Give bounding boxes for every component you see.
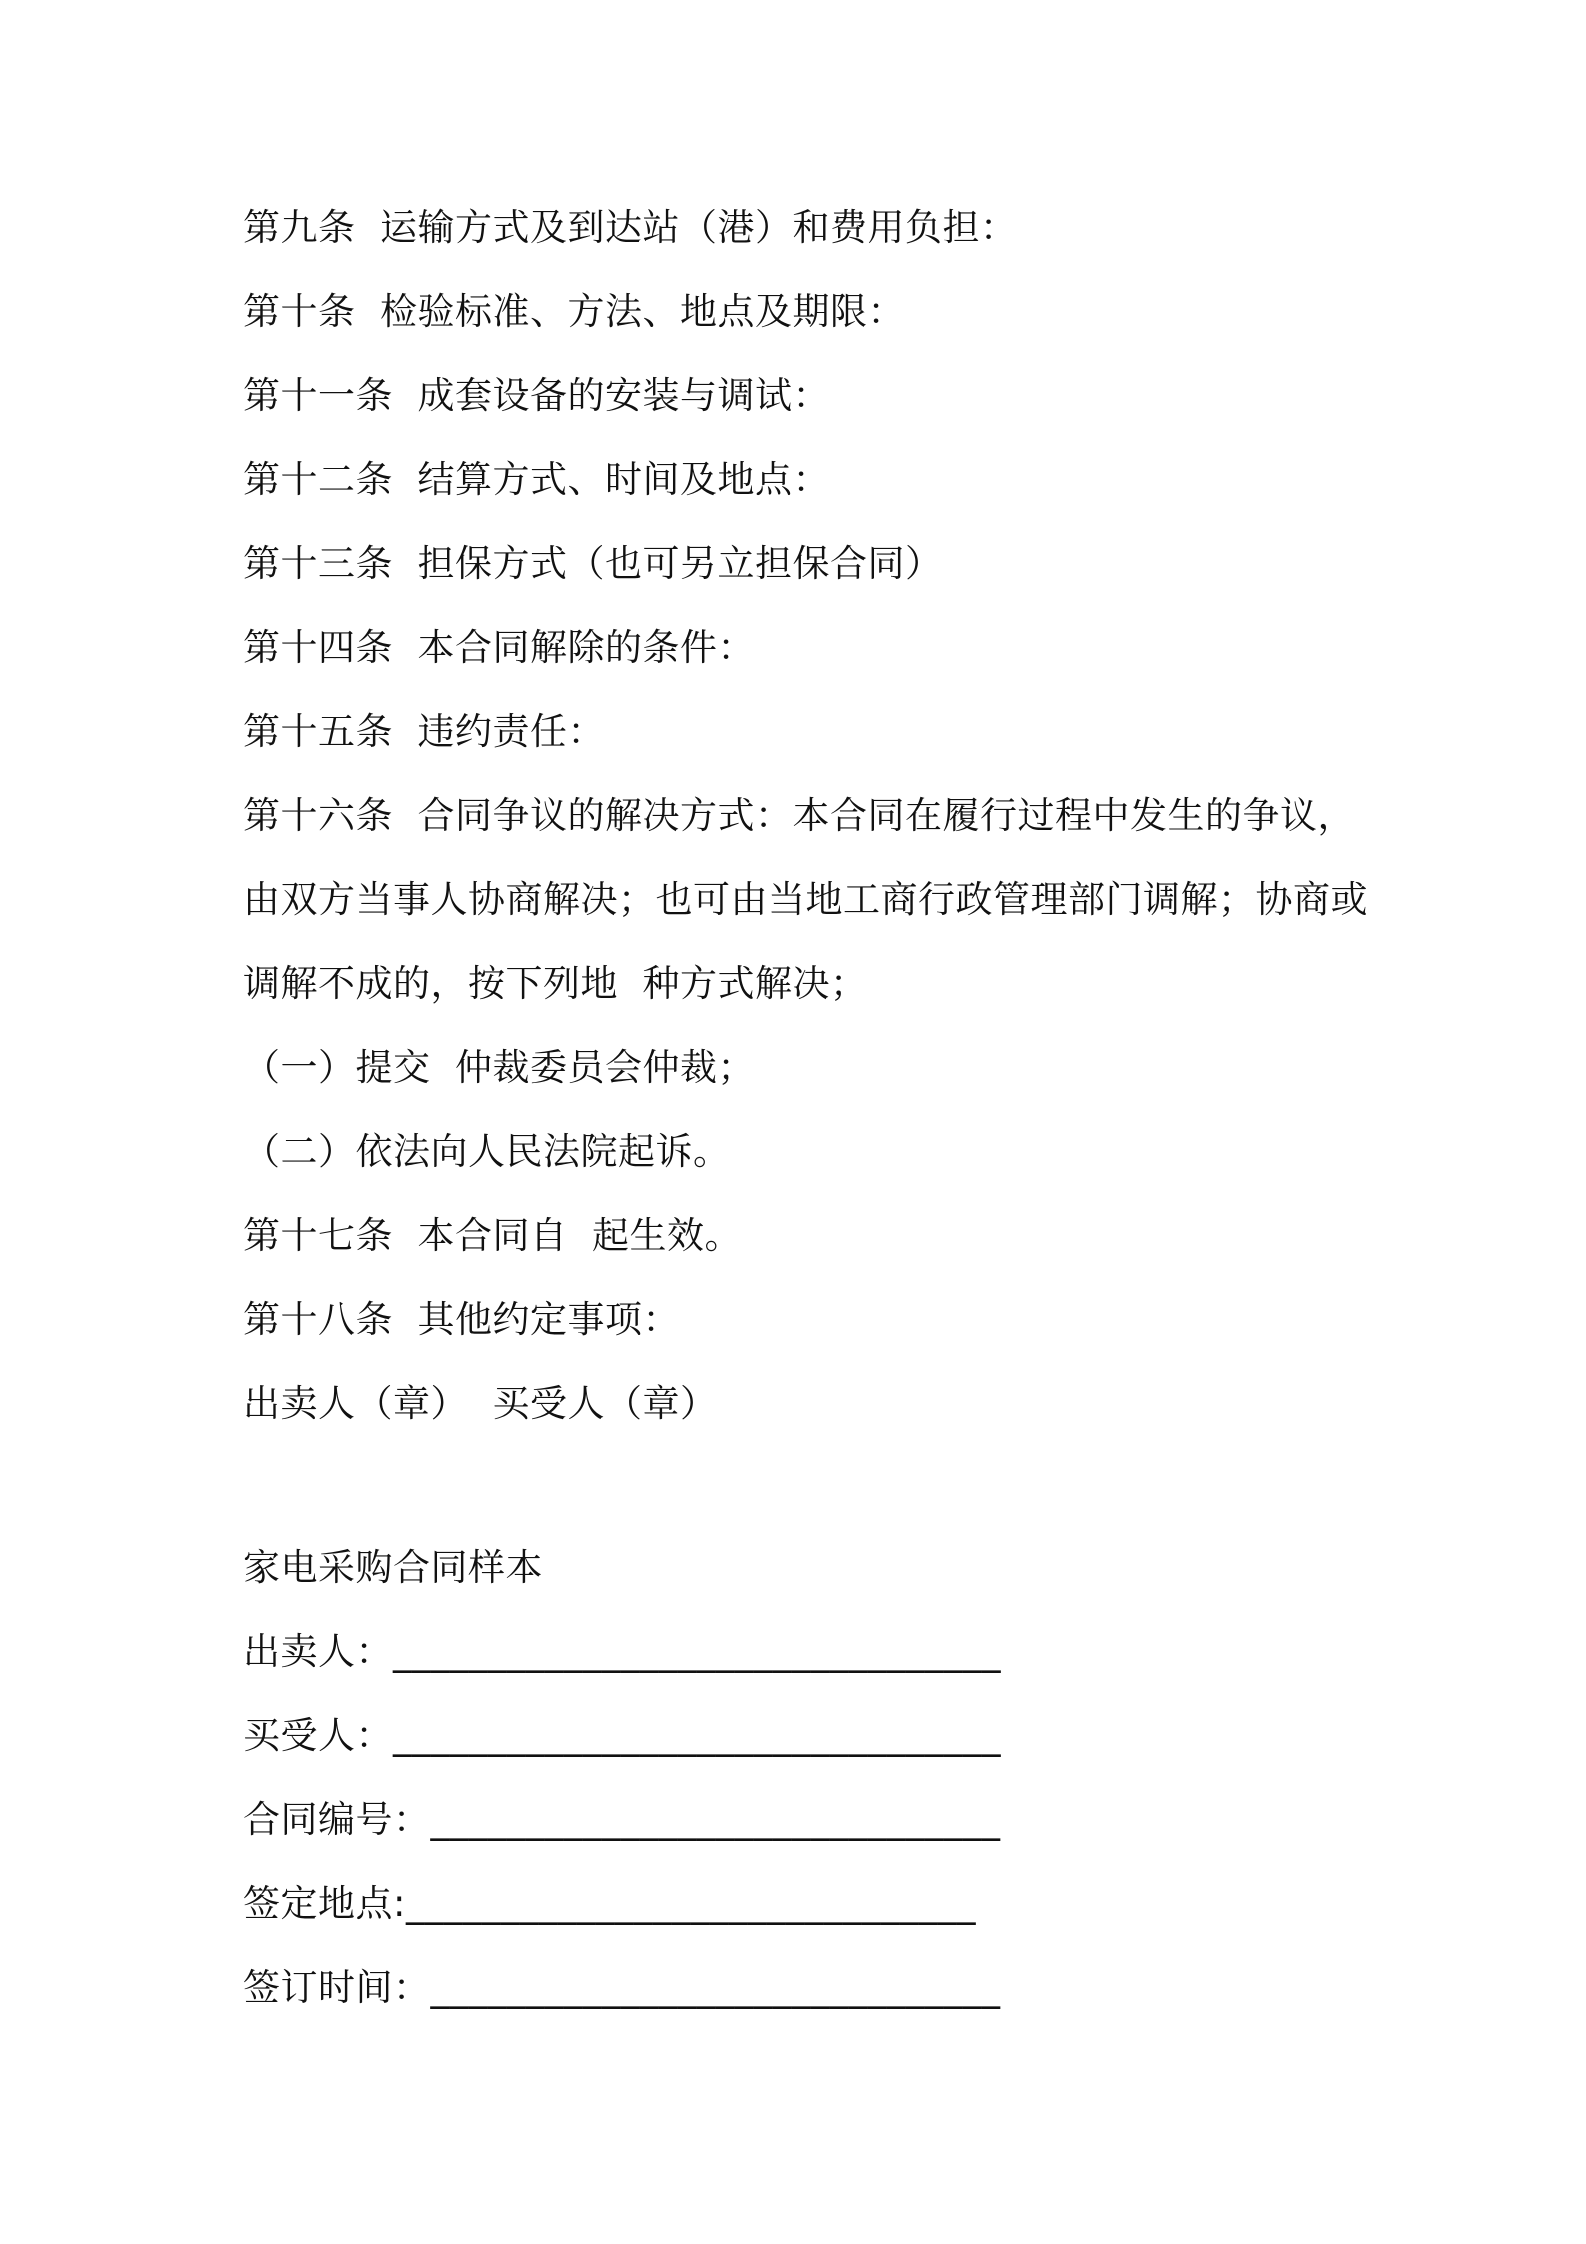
signing-place-field: 签定地点:______________________________ [243,1882,976,1925]
article-11: 第十一条 成套设备的安装与调试： [243,374,831,417]
article-9: 第九条 运输方式及到达站（港）和费用负担： [243,206,1018,249]
article-16-option-2: （二）依法向人民法院起诉。 [243,1130,731,1173]
article-16-option-1: （一）提交 仲裁委员会仲裁； [243,1046,756,1089]
article-13: 第十三条 担保方式（也可另立担保合同） [243,542,943,585]
seller-field: 出卖人：________________________________ [243,1630,1001,1673]
signature-line: 出卖人（章） 买受人（章） [243,1382,718,1425]
article-14: 第十四条 本合同解除的条件： [243,626,756,669]
buyer-field: 买受人：________________________________ [243,1714,1001,1757]
article-12: 第十二条 结算方式、时间及地点： [243,458,831,501]
contract-number-field: 合同编号：______________________________ [243,1798,1001,1841]
signing-time-field: 签订时间：______________________________ [243,1966,1001,2009]
article-10: 第十条 检验标准、方法、地点及期限： [243,290,906,333]
article-18: 第十八条 其他约定事项： [243,1298,681,1341]
article-16-line-1: 第十六条 合同争议的解决方式：本合同在履行过程中发生的争议， [243,794,1356,837]
sample-title: 家电采购合同样本 [243,1546,543,1589]
article-16-line-2: 由双方当事人协商解决；也可由当地工商行政管理部门调解；协商或 [243,878,1368,921]
article-15: 第十五条 违约责任： [243,710,606,753]
article-17: 第十七条 本合同自 起生效。 [243,1214,743,1257]
article-16-line-3: 调解不成的，按下列地 种方式解决； [243,962,868,1005]
